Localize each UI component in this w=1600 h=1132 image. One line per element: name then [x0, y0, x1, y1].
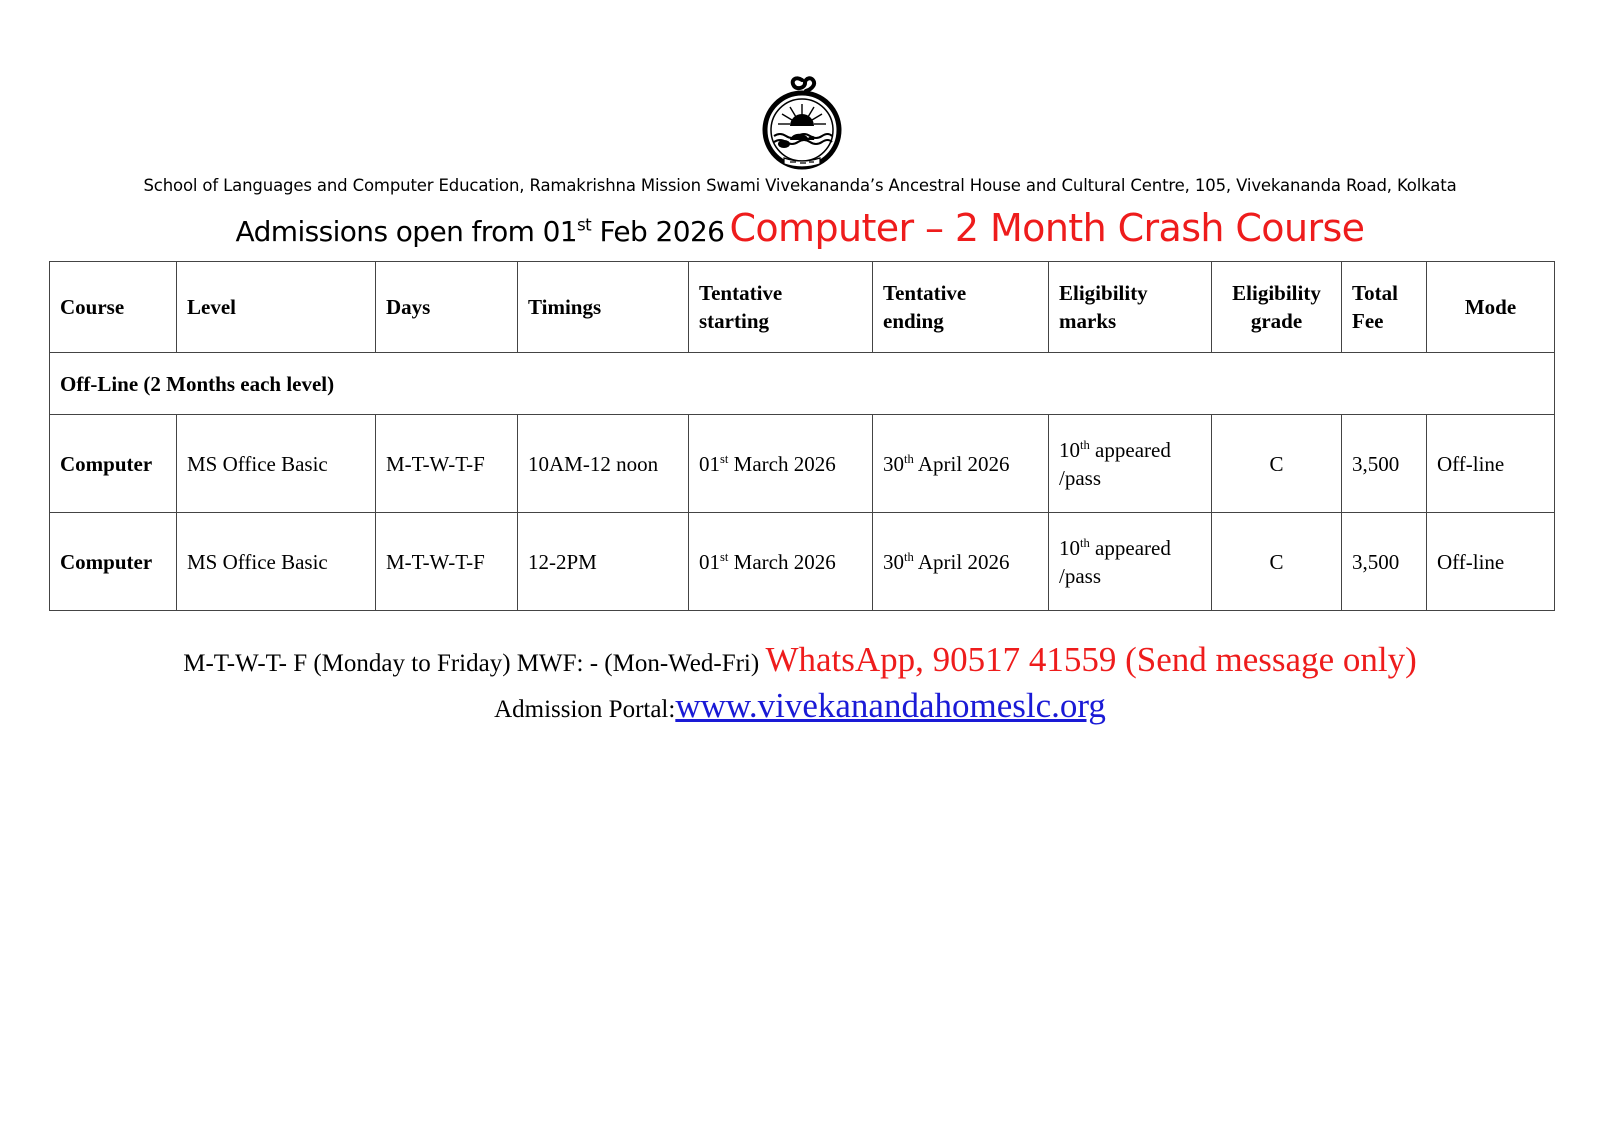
cell-end-date: 30th April 2026 [873, 513, 1049, 611]
cell-eligibility-marks: 10th appeared /pass [1049, 415, 1212, 513]
days-legend: M-T-W-T- F (Monday to Friday) MWF: - (Mon-Wed-Fri) [183, 650, 766, 677]
header-tentative-ending: Tentative ending [873, 262, 1049, 353]
headline [0, 206, 1600, 250]
cell-end-date: 30th April 2026 [873, 415, 1049, 513]
header-level: Level [177, 262, 376, 353]
table-header-row [50, 262, 1555, 353]
cell-eligibility-marks: 10th appeared /pass [1049, 513, 1212, 611]
section-label: Off-Line (2 Months each level) [50, 353, 1555, 415]
cell-start-date: 01st March 2026 [689, 513, 873, 611]
header-eligibility-grade: Eligibility grade [1212, 262, 1342, 353]
cell-mode: Off-line [1427, 513, 1555, 611]
schedule-table [49, 261, 1555, 611]
cell-days: M-T-W-T-F [376, 513, 518, 611]
cell-eligibility-grade: C [1212, 415, 1342, 513]
cell-course: Computer [50, 513, 177, 611]
cell-start-date: 01st March 2026 [689, 415, 873, 513]
ramakrishna-mission-emblem-icon [760, 74, 844, 170]
header-tentative-starting: Tentative starting [689, 262, 873, 353]
cell-eligibility-grade: C [1212, 513, 1342, 611]
whatsapp-contact: WhatsApp, 90517 41559 (Send message only) [765, 640, 1417, 679]
cell-days: M-T-W-T-F [376, 415, 518, 513]
cell-total-fee: 3,500 [1342, 415, 1427, 513]
course-title: Computer – 2 Month Crash Course [729, 206, 1365, 250]
table-row [50, 513, 1555, 611]
header-mode: Mode [1427, 262, 1555, 353]
header-course: Course [50, 262, 177, 353]
institute-address: School of Languages and Computer Education, Ramakrishna Mission Swami Vivekananda’s Ancestral House and Cultural Centre, 105, Vivekananda Road, Kolkata [143, 176, 1457, 195]
header-days: Days [376, 262, 518, 353]
admission-portal-line [0, 686, 1600, 726]
header-eligibility-marks: Eligibility marks [1049, 262, 1212, 353]
contact-line [0, 640, 1600, 680]
portal-label: Admission Portal: [494, 696, 676, 723]
cell-level: MS Office Basic [177, 415, 376, 513]
cell-total-fee: 3,500 [1342, 513, 1427, 611]
cell-mode: Off-line [1427, 415, 1555, 513]
table-row [50, 415, 1555, 513]
cell-timings: 12-2PM [518, 513, 689, 611]
header-total-fee: Total Fee [1342, 262, 1427, 353]
cell-timings: 10AM-12 noon [518, 415, 689, 513]
cell-level: MS Office Basic [177, 513, 376, 611]
admission-portal-link[interactable]: www.vivekanandahomeslc.org [675, 686, 1106, 725]
admissions-open-text: Admissions open from 01st Feb 2026 [235, 214, 725, 248]
cell-course: Computer [50, 415, 177, 513]
header-timings: Timings [518, 262, 689, 353]
section-row [50, 353, 1555, 415]
